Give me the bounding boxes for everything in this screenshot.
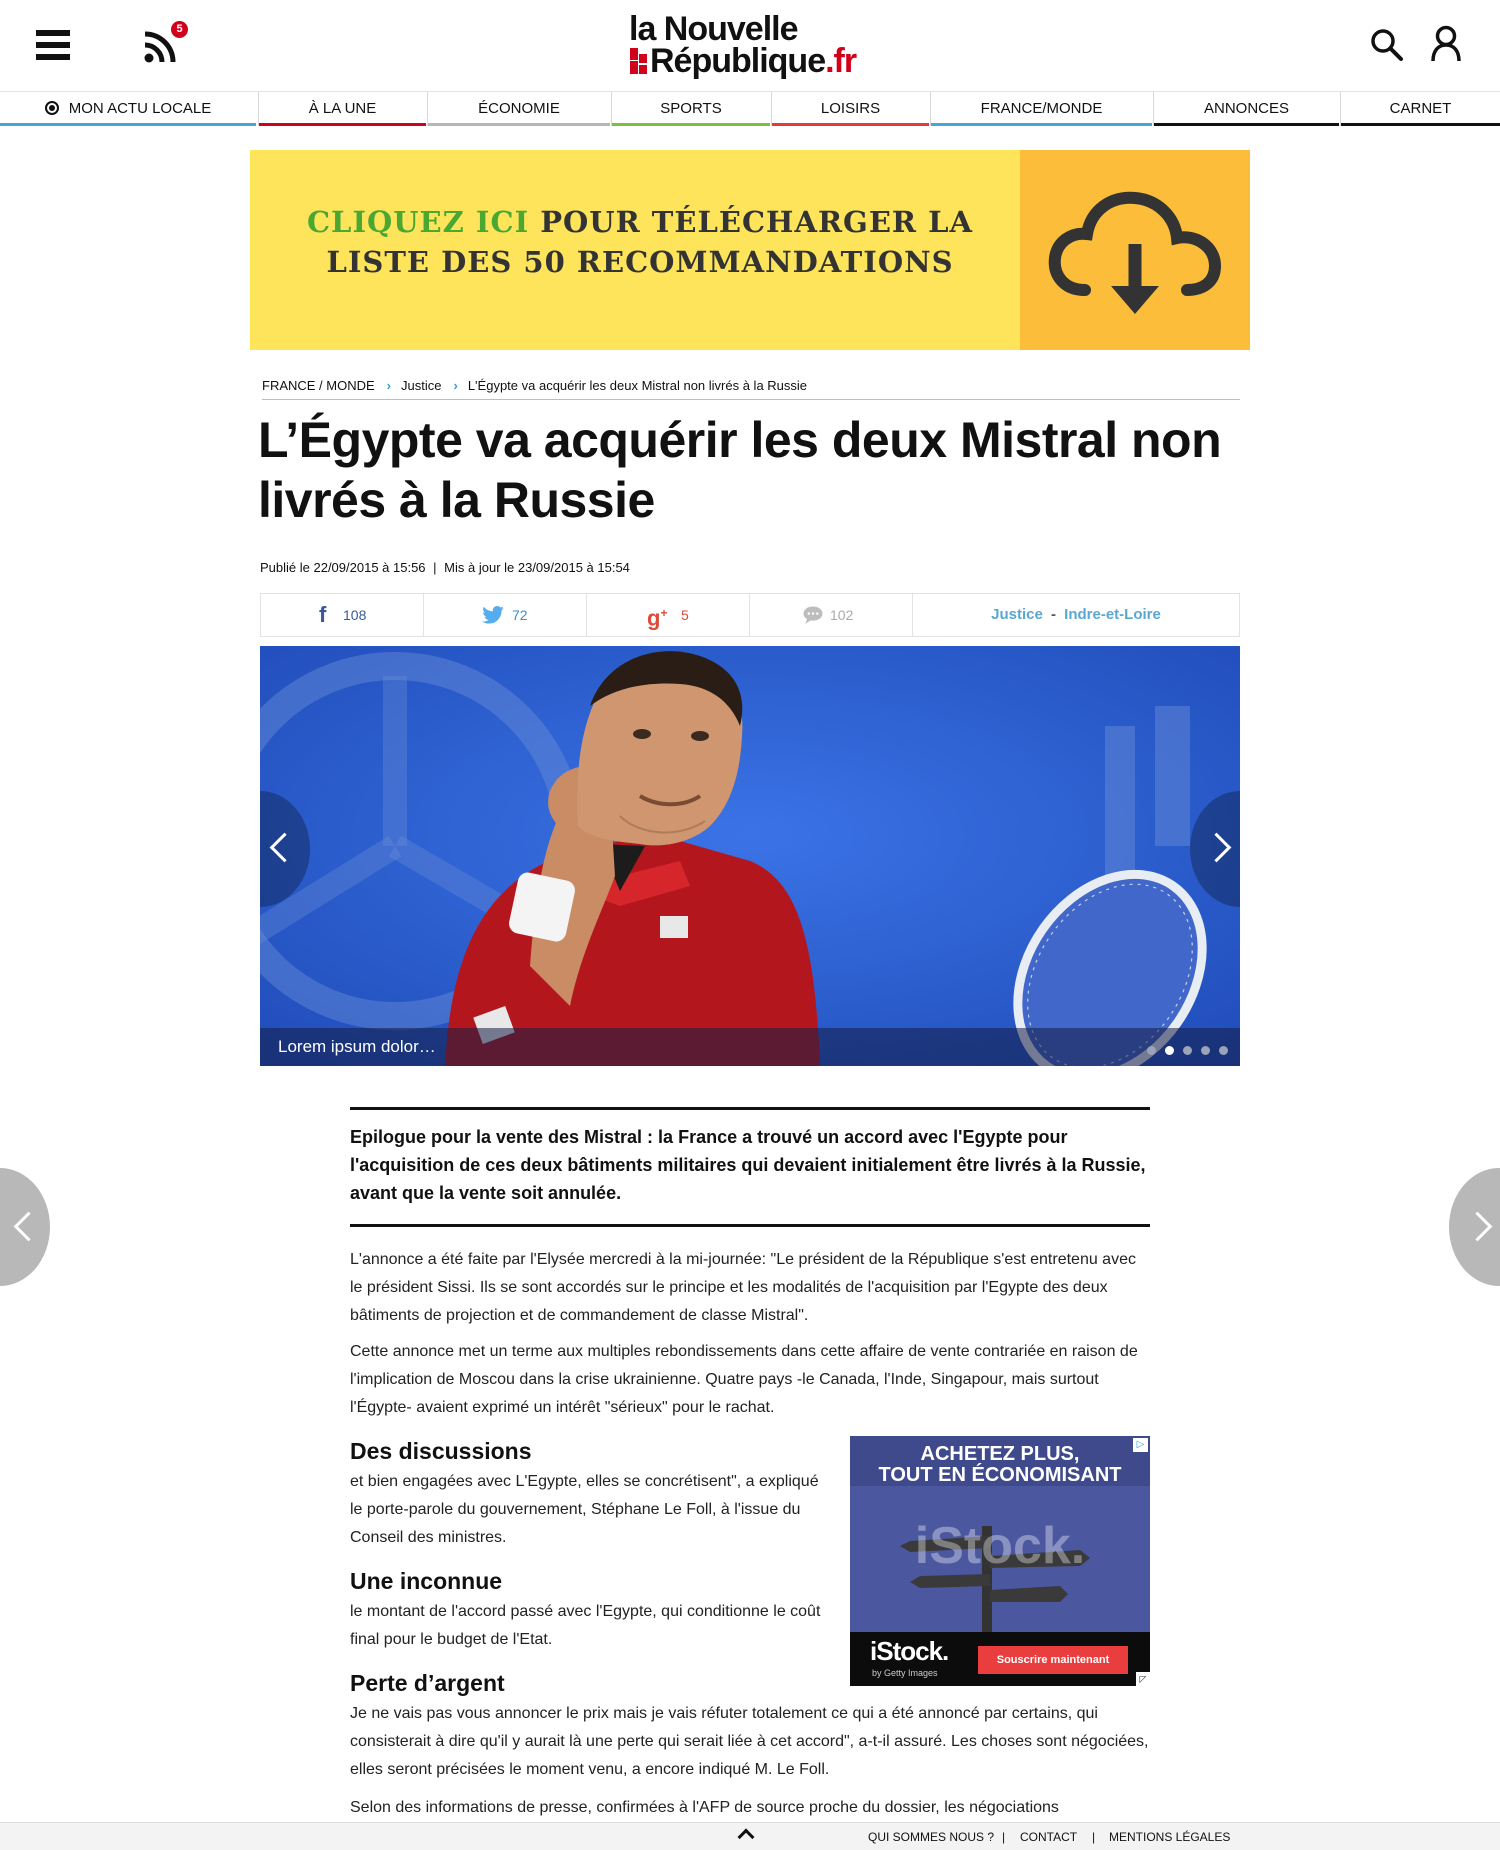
banner-ad-highlight: CLIQUEZ ICI [306, 205, 530, 239]
nav-underline [612, 123, 770, 126]
twitter-count: 72 [512, 607, 528, 623]
footer-about-link[interactable]: QUI SOMMES NOUS ? [868, 1830, 995, 1844]
nav-label: ÉCONOMIE [478, 100, 560, 117]
footer-contact-link[interactable]: CONTACT [1020, 1830, 1078, 1844]
side-ad-brand: iStock. [870, 1636, 949, 1666]
adchoices-icon[interactable]: ▷ [1133, 1438, 1148, 1452]
nav-france-monde[interactable] [930, 92, 1152, 126]
next-article-button[interactable] [1449, 1168, 1500, 1286]
nav-underline [259, 123, 426, 126]
logo-line1: la Nouvelle [629, 10, 798, 48]
nav-loisirs[interactable] [771, 92, 929, 126]
section-heading: Une inconnue [350, 1568, 503, 1594]
nav-sports[interactable] [611, 92, 770, 126]
location-icon [45, 101, 59, 115]
nav-label: ANNONCES [1203, 100, 1289, 117]
nav-a-la-une[interactable] [258, 92, 426, 126]
slider-dot-active[interactable] [1165, 1046, 1174, 1055]
side-ad-footer [850, 1632, 1150, 1686]
footer-separator: | [1002, 1830, 1006, 1844]
twitter-icon [482, 606, 504, 624]
nav-underline [772, 123, 929, 126]
nav-label: FRANCE/MONDE [980, 100, 1103, 117]
comments-button[interactable] [750, 594, 913, 636]
image-slider[interactable] [260, 646, 1240, 1066]
gplus-count: 5 [681, 607, 689, 623]
twitter-share-button[interactable] [424, 594, 587, 636]
section-heading: Perte d’argent [350, 1670, 505, 1696]
prev-article-button[interactable] [0, 1168, 50, 1286]
nav-label: SPORTS [660, 100, 722, 117]
scroll-top-icon[interactable] [738, 1829, 755, 1846]
section-heading: Des discussions [350, 1438, 532, 1464]
ad-close-icon[interactable]: ◸ [1136, 1672, 1150, 1686]
meta-separator: | [433, 560, 437, 575]
nav-underline [931, 123, 1152, 126]
nav-label: À LA UNE [308, 100, 377, 117]
search-icon[interactable] [1368, 26, 1404, 62]
article-tags [913, 594, 1239, 636]
comment-icon [802, 606, 824, 625]
gplus-share-button[interactable] [587, 594, 750, 636]
article-meta [260, 560, 630, 575]
user-icon[interactable] [1428, 25, 1464, 63]
slider-dot[interactable] [1183, 1046, 1192, 1055]
breadcrumb [262, 378, 1240, 400]
nav-underline [1341, 123, 1500, 126]
footer-bar [0, 1822, 1500, 1850]
nav-annonces[interactable] [1153, 92, 1339, 126]
article-paragraph: Selon des informations de presse, confirmées à l'AFP de source proche du dossier, les négociations [350, 1799, 1059, 1816]
facebook-share-button[interactable] [261, 594, 424, 636]
site-logo[interactable] [628, 10, 878, 80]
tag-separator: - [1051, 606, 1056, 623]
facebook-count: 108 [343, 607, 367, 623]
side-ad-headline-2: TOUT EN ÉCONOMISANT [878, 1464, 1122, 1486]
nav-economie[interactable] [427, 92, 610, 126]
nav-label: CARNET [1389, 100, 1452, 117]
slider-dot[interactable] [1219, 1046, 1228, 1055]
side-ad-sub: by Getty Images [872, 1668, 938, 1678]
breadcrumb-category[interactable]: Justice [401, 378, 442, 393]
article-paragraph: L'annonce a été faite par l'Elysée mercredi à la mi-journée: "Le président de la République s'est entretenu avec le président Sissi. Ils se sont accordés sur le principe et les modalités de l'acquisition par l'Egypte des deux bâtiments de projection et de commandement de classe Mistral". [350, 1251, 1136, 1324]
published-date: Publié le 22/09/2015 à 15:56 [260, 560, 426, 575]
logo-line2 [650, 42, 856, 81]
article-paragraph: Je ne vais pas vous annoncer le prix mais je vais réfuter totalement ce qui a été annoncé par certains, qui consisterait à dire qu'il y aurait là une perte qui serait liée à cet accord", a-t-il assuré. Les choses sont négociées, elles seront précisées le moment venu, a encore indiqué M. Le Foll. [350, 1705, 1149, 1778]
gplus-icon: g+ [647, 605, 668, 631]
side-ad-watermark: iStock. [914, 1517, 1086, 1575]
logo-mark [630, 48, 647, 74]
article-title: L’Égypte va acquérir les deux Mistral non livrés à la Russie [258, 412, 1222, 528]
main-nav [0, 92, 1500, 126]
slider-dots [1138, 1042, 1228, 1060]
side-ad-headline-1: ACHETEZ PLUS, [920, 1443, 1080, 1465]
slider-dot[interactable] [1201, 1046, 1210, 1055]
share-bar [260, 593, 1240, 637]
article-paragraph: Cette annonce met un terme aux multiples rebondissements dans cette affaire de vente contrariée en raison de l'implication de Moscou dans la crise ukrainienne. Quatre pays -le Canada, l'Inde, Singapour, mais surtout l'Égypte- avaient exprimé un intérêt "sérieux" pour le rachat. [350, 1343, 1138, 1416]
chevron-right-icon: › [453, 378, 458, 393]
breadcrumb-section[interactable]: FRANCE / MONDE [262, 378, 375, 393]
article-paragraph: le montant de l'accord passé avec l'Egypte, qui conditionne le coût final pour le budget de l'Etat. [350, 1603, 821, 1648]
nav-underline [1154, 123, 1339, 126]
footer-separator: | [1092, 1830, 1096, 1844]
side-ad-cta-button[interactable]: Souscrire maintenant [978, 1646, 1128, 1674]
menu-icon[interactable] [36, 30, 70, 60]
slide-caption: Lorem ipsum dolor… [278, 1037, 436, 1056]
slider-dot[interactable] [1147, 1046, 1156, 1055]
article-paragraph: et bien engagées avec L'Egypte, elles se concrétisent", a expliqué le porte-parole du gouvernement, Stéphane Le Foll, à l'issue du Conseil des ministres. [350, 1473, 819, 1546]
nav-label: MON ACTU LOCALE [68, 100, 212, 117]
article-lead: Epilogue pour la vente des Mistral : la France a trouvé un accord avec l'Egypte pour l'acquisition de ces deux bâtiments militaires qui devaient initialement être livrés à la Russie, avant que la vente soit annulée. [350, 1107, 1150, 1227]
banner-ad-line1: POUR TÉLÉCHARGER LA [529, 205, 974, 239]
tag-indre-et-loire[interactable]: Indre-et-Loire [1064, 606, 1161, 623]
site-header [0, 0, 1500, 92]
nav-label: LOISIRS [820, 100, 881, 117]
nav-mon-actu-locale[interactable] [0, 92, 256, 126]
updated-date: Mis à jour le 23/09/2015 à 15:54 [444, 560, 630, 575]
chevron-right-icon: › [386, 378, 392, 393]
nav-underline [0, 123, 256, 126]
side-ad-headline [850, 1444, 1150, 1486]
cloud-download-icon [1045, 182, 1225, 322]
tag-justice[interactable]: Justice [991, 606, 1043, 623]
banner-ad[interactable] [250, 150, 1250, 350]
nav-carnet[interactable] [1340, 92, 1500, 126]
notification-badge[interactable]: 5 [171, 21, 188, 38]
facebook-icon: f [319, 602, 327, 627]
comments-count: 102 [830, 607, 854, 623]
side-ad[interactable] [850, 1436, 1150, 1686]
banner-ad-text [290, 202, 990, 282]
nav-underline [428, 123, 610, 126]
banner-ad-line2: LISTE DES 50 RECOMMANDATIONS [326, 245, 954, 279]
slide-caption-bar [260, 1028, 1240, 1066]
logo-name: République [650, 42, 826, 80]
breadcrumb-current: L'Égypte va acquérir les deux Mistral non livrés à la Russie [467, 378, 808, 393]
footer-legal-link[interactable]: MENTIONS LÉGALES [1109, 1830, 1231, 1844]
logo-tld: .fr [825, 42, 857, 80]
slide-image [260, 646, 1240, 1066]
